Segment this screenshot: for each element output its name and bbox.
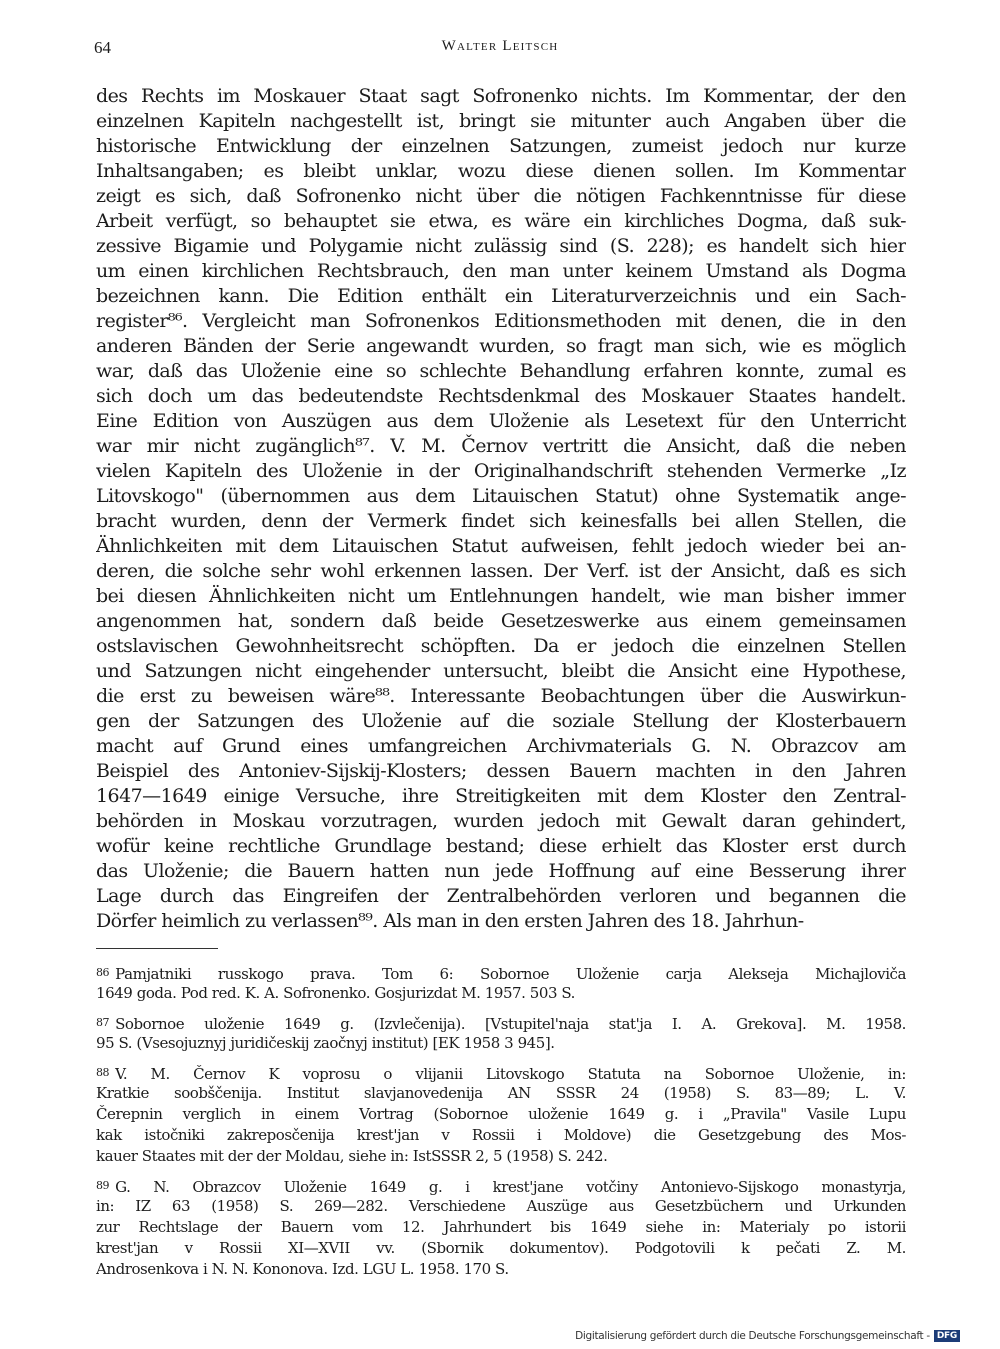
footnote-number: 89 <box>96 1179 110 1192</box>
text-line: register⁸⁶. Vergleicht man Sofronenkos Editionsmethoden mit denen, die in den <box>96 310 906 332</box>
footnote-divider <box>96 948 218 949</box>
footnotes <box>96 962 906 1288</box>
text-line: und Satzungen nicht eingehender untersucht, bleibt die Ansicht eine Hypothese, <box>96 660 906 682</box>
text-line: sich doch um das bedeutendste Rechtsdenkmal des Moskauer Staates handelt. <box>96 385 906 407</box>
text-line: ostslavischen Gewohnheitsrecht schöpften. Da er jedoch die einzelnen Stellen <box>96 635 906 657</box>
text-line: Ähnlichkeiten mit dem Litauischen Statut aufweisen, fehlt jedoch wieder bei an- <box>96 535 906 557</box>
footnote-line <box>96 1175 906 1196</box>
footnote-line: krest'jan v Rossii XI—XVII vv. (Sbornik dokumentov). Podgotovili k pečati Z. M. <box>96 1239 906 1257</box>
text-line: vielen Kapiteln des Uloženie in der Originalhandschrift stehenden Vermerke „Iz <box>96 460 906 482</box>
text-line: deren, die solche sehr wohl erkennen lassen. Der Verf. ist der Ansicht, daß es sich <box>96 560 906 582</box>
text-line: anderen Bänden der Serie angewandt wurden, so fragt man sich, wie es möglich <box>96 335 906 357</box>
footnote <box>96 1012 906 1054</box>
footnote-number: 86 <box>96 966 110 979</box>
page-number: 64 <box>94 38 111 57</box>
body-text <box>96 84 906 934</box>
footnote <box>96 962 906 1004</box>
text-line: Eine Edition von Auszügen aus dem Uloženie als Lesetext für den Unterricht <box>96 410 906 432</box>
text-line: Lage durch das Eingreifen der Zentralbehörden verloren und begannen die <box>96 885 906 907</box>
text-line: Beispiel des Antoniev-Sijskij-Klosters; dessen Bauern machten in den Jahren <box>96 760 906 782</box>
text-line: behörden in Moskau vorzutragen, wurden jedoch mit Gewalt daran gehindert, <box>96 810 906 832</box>
footnote-number: 88 <box>96 1066 110 1079</box>
footnote-line: Kratkie soobščenija. Institut slavjanovedenija AN SSSR 24 (1958) S. 83—89; L. V. <box>96 1084 906 1102</box>
footnote-number: 87 <box>96 1016 110 1029</box>
footnote-line <box>96 1012 906 1033</box>
text-line: war, daß das Uloženie eine so schlechte Behandlung erfahren konnte, zumal es <box>96 360 906 382</box>
footnote-line <box>96 1062 906 1083</box>
text-line: historische Entwicklung der einzelnen Satzungen, zumeist jedoch nur kurze <box>96 135 906 157</box>
footnote-text: V. M. Černov K voprosu o vlijanii Litovskogo Statuta na Sobornoe Uloženie, in: <box>115 1065 906 1083</box>
text-line: angenommen hat, sondern daß beide Gesetzeswerke aus einem gemeinsamen <box>96 610 906 632</box>
text-line: zessive Bigamie und Polygamie nicht zulässig sind (S. 228); es handelt sich hier <box>96 235 906 257</box>
text-line: war mir nicht zugänglich⁸⁷. V. M. Černov vertritt die Ansicht, daß die neben <box>96 435 906 457</box>
dfg-logo: DFG <box>934 1330 960 1342</box>
footnote-line: Androsenkova i N. N. Kononova. Izd. LGU L. 1958. 170 S. <box>96 1260 509 1278</box>
text-line: Inhaltsangaben; es bleibt unklar, wozu diese dienen sollen. Im Kommentar <box>96 160 906 182</box>
text-line: bezeichnen kann. Die Edition enthält ein Literaturverzeichnis und ein Sach- <box>96 285 906 307</box>
text-line: die erst zu beweisen wäre⁸⁸. Interessante Beobachtungen über die Auswirkun- <box>96 685 906 707</box>
text-line: 1647—1649 einige Versuche, ihre Streitigkeiten mit dem Kloster den Zentral- <box>96 785 906 807</box>
footnote-text: Sobornoe uloženie 1649 g. (Izvlečenija). [Vstupitel'naja stat'ja I. A. Grekova]. M. 1958. <box>115 1015 906 1033</box>
digitization-credit <box>575 1330 960 1342</box>
text-line: Litovskogo" (übernommen aus dem Litauischen Statut) ohne Systematik ange- <box>96 485 906 507</box>
text-line: macht auf Grund eines umfangreichen Archivmaterials G. N. Obrazcov am <box>96 735 906 757</box>
text-line: um einen kirchlichen Rechtsbrauch, den man unter keinem Umstand als Dogma <box>96 260 906 282</box>
footnote-line: kauer Staates mit der der Moldau, siehe in: IstSSSR 2, 5 (1958) S. 242. <box>96 1147 608 1165</box>
text-line: das Uloženie; die Bauern hatten nun jede Hoffnung auf eine Besserung ihrer <box>96 860 906 882</box>
footnote <box>96 1175 906 1280</box>
text-line: wofür keine rechtliche Grundlage bestand; diese erhielt das Kloster erst durch <box>96 835 906 857</box>
footnote-line: 1649 goda. Pod red. K. A. Sofronenko. Gosjurizdat M. 1957. 503 S. <box>96 984 575 1002</box>
text-line: Arbeit verfügt, so behauptet sie etwa, es wäre ein kirchliches Dogma, daß suk- <box>96 210 906 232</box>
footnote-text: Pamjatniki russkogo prava. Tom 6: Sobornoe Uloženie carja Alekseja Michajloviča <box>115 965 906 983</box>
text-line: bei diesen Ähnlichkeiten nicht um Entlehnungen handelt, wie man bisher immer <box>96 585 906 607</box>
footnote-line <box>96 962 906 983</box>
running-head: Walter Leitsch <box>441 38 559 54</box>
text-line: Dörfer heimlich zu verlassen⁸⁹. Als man in den ersten Jahren des 18. Jahrhun- <box>96 910 804 932</box>
text-line: des Rechts im Moskauer Staat sagt Sofronenko nichts. Im Kommentar, der den <box>96 85 906 107</box>
footnote-text: G. N. Obrazcov Uloženie 1649 g. i krest'jane votčiny Antonievo-Sijskogo monastyrja, <box>115 1178 906 1196</box>
text-line: einzelnen Kapiteln nachgestellt ist, bringt sie mitunter auch Angaben über die <box>96 110 906 132</box>
footnote-line: kak istočniki zakreposčenija krest'jan v Rossii i Moldove) die Gesetzgebung des Mos- <box>96 1126 906 1144</box>
footnote <box>96 1062 906 1167</box>
footnote-line: zur Rechtslage der Bauern vom 12. Jahrhundert bis 1649 siehe in: Materialy po istorii <box>96 1218 906 1236</box>
text-line: bracht wurden, denn der Vermerk findet sich keinesfalls bei allen Stellen, die <box>96 510 906 532</box>
credit-text: Digitalisierung gefördert durch die Deutsche Forschungsgemeinschaft - <box>575 1330 930 1342</box>
footnote-line: Čerepnin verglich in einem Vortrag (Sobornoe uloženie 1649 g. i „Pravila" Vasile Lupu <box>96 1105 906 1123</box>
footnote-line: 95 S. (Vsesojuznyj juridičeskij zaočnyj institut) [EK 1958 3 945]. <box>96 1034 555 1052</box>
footnote-line: in: IZ 63 (1958) S. 269—282. Verschiedene Auszüge aus Gesetzbüchern und Urkunden <box>96 1197 906 1215</box>
text-line: zeigt es sich, daß Sofronenko nicht über die nötigen Fachkenntnisse für diese <box>96 185 906 207</box>
text-line: gen der Satzungen des Uloženie auf die soziale Stellung der Klosterbauern <box>96 710 906 732</box>
